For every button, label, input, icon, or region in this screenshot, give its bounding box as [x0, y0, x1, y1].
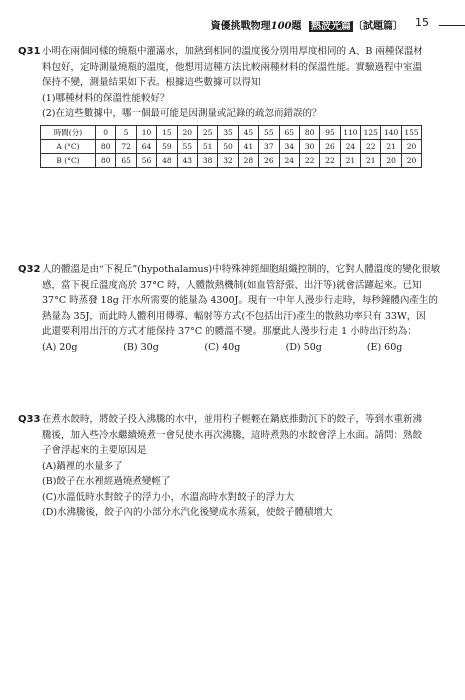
question-32	[18, 262, 448, 355]
table-cell: 28	[238, 153, 258, 167]
table-cell: 41	[238, 139, 258, 153]
table-cell: 50	[218, 139, 238, 153]
table-cell: B (°C)	[41, 153, 96, 167]
table-cell: 48	[157, 153, 177, 167]
table-cell: 65	[279, 125, 299, 139]
table-cell: 21	[381, 139, 401, 153]
table-cell: 64	[136, 139, 156, 153]
table-cell: 24	[279, 153, 299, 167]
table-cell: 22	[299, 153, 319, 167]
option-a: (A) 20g	[42, 341, 78, 353]
question-text-line: 在煮水餃時，將餃子投入沸騰的水中，並用杓子輕輕在鍋底推動沉下的餃子，等到水重新沸	[42, 414, 423, 425]
table-row	[41, 153, 422, 167]
question-text-line: (1)哪種材料的保溫性能較好？	[42, 92, 170, 104]
question-text-line: 騰後，加入些冷水繼續燒煮一會兒使水再次沸騰，這時煮熟的水餃會浮上水面。請問：熟餃	[42, 429, 423, 441]
option-c: (C) 40g	[204, 341, 241, 353]
table-cell: 80	[96, 139, 116, 153]
table-cell: 95	[320, 125, 340, 139]
page-header	[0, 14, 465, 36]
book-title	[211, 17, 403, 32]
question-text-line: (2)在這些數據中，哪一個最可能是因測量或記錄的疏忽而錯誤的？	[42, 108, 322, 119]
table-cell: 24	[340, 139, 360, 153]
table-cell: 80	[299, 125, 319, 139]
question-text-line: 料包好，定時測量燒瓶的溫度，他想用這種方法比較兩種材料的保溫性能。實驗過程中室溫	[42, 61, 423, 73]
table-cell: 時間(分)	[41, 125, 96, 139]
question-31	[18, 44, 448, 168]
table-cell: 43	[177, 153, 197, 167]
question-body	[42, 412, 448, 521]
table-cell: 0	[96, 125, 116, 139]
question-number: Q32	[18, 264, 41, 275]
book-title-text: 資優挑戰物理	[210, 21, 271, 32]
option-d: (D)水沸騰後，餃子內的小部分水汽化後變成水蒸氣，使餃子體積增大	[42, 507, 333, 518]
table-cell: 55	[177, 139, 197, 153]
table-cell: 51	[197, 139, 217, 153]
table-cell: 110	[340, 125, 360, 139]
option-c: (C)水溫低時水對餃子的浮力小，水溫高時水對餃子的浮力大	[42, 491, 295, 503]
question-body	[42, 44, 448, 122]
question-text-line: 保持不變，測量結果如下表。根據這些數據可以得知	[42, 77, 261, 88]
table-cell: 59	[157, 139, 177, 153]
table-cell: 155	[401, 125, 421, 139]
answer-options	[42, 340, 448, 356]
table-cell: 34	[279, 139, 299, 153]
question-text-line: 小明在兩個同樣的燒瓶中灌滿水，加熱到相同的溫度後分別用厚度相同的 A、B 兩種保溫材	[42, 46, 423, 57]
table-cell: 20	[177, 125, 197, 139]
header-rule	[439, 25, 465, 26]
table-cell: 26	[320, 139, 340, 153]
book-unit: 題	[291, 21, 302, 32]
table-cell: 22	[320, 153, 340, 167]
question-text-line: 37°C 時蒸發 18g 汗水所需要的能量為 4300J。現有一中年人漫步行走時，每秒鐘體內產生的	[42, 295, 438, 306]
question-number: Q33	[18, 414, 41, 425]
question-text-line: 人的體溫是由“下視丘”(hypothalamus)中特殊神經細胞組織控制的，它對人體溫度的變化很敏	[42, 264, 441, 275]
table-cell: 35	[218, 125, 238, 139]
table-cell: 20	[381, 153, 401, 167]
table-cell: 32	[218, 153, 238, 167]
question-text-line: 感，當下視丘溫度高於 37°C 時，人體散熱機制(如血管舒張、出汗等)就會活躍起來。已知	[42, 279, 422, 291]
table-cell: 38	[197, 153, 217, 167]
table-cell: 20	[401, 139, 421, 153]
option-b: (B)餃子在水裡經過燒煮變輕了	[42, 476, 171, 487]
question-number: Q31	[18, 46, 41, 57]
table-cell: 65	[116, 153, 136, 167]
page-number: 15	[415, 16, 429, 29]
option-d: (D) 50g	[285, 341, 322, 353]
book-number: 100	[270, 21, 292, 32]
section-label: 〔試題篇〕	[353, 21, 403, 32]
option-a: (A)鍋裡的水量多了	[42, 460, 123, 472]
temperature-table	[40, 125, 422, 168]
question-text-line: 此還要利用出汗的方式才能保持 37°C 的體溫不變。那麼此人漫步行走 1 小時出汗約為：	[42, 326, 417, 337]
table-header-row	[41, 125, 422, 139]
table-cell: 15	[157, 125, 177, 139]
table-cell: A (°C)	[41, 139, 96, 153]
table-row	[41, 139, 422, 153]
table-cell: 30	[299, 139, 319, 153]
table-cell: 45	[238, 125, 258, 139]
question-text-line: 子會浮起來的主要原因是	[42, 445, 147, 456]
question-33	[18, 412, 448, 521]
option-b: (B) 30g	[123, 341, 159, 353]
table-cell: 10	[136, 125, 156, 139]
table-cell: 21	[340, 153, 360, 167]
table-cell: 125	[361, 125, 381, 139]
table-cell: 20	[401, 153, 421, 167]
table-cell: 55	[259, 125, 279, 139]
table-cell: 56	[136, 153, 156, 167]
question-body	[42, 262, 448, 355]
question-text-line: 熱量為 35J，而此時人體利用傳導、輻射等方式(不包括出汗)產生的散熱功率只有 33W，因	[42, 310, 426, 322]
table-cell: 140	[381, 125, 401, 139]
option-e: (E) 60g	[366, 341, 403, 353]
table-cell: 72	[116, 139, 136, 153]
table-cell: 22	[361, 139, 381, 153]
table-cell: 37	[259, 139, 279, 153]
table-cell: 26	[259, 153, 279, 167]
table-cell: 5	[116, 125, 136, 139]
section-highlight: 熱波光篇	[311, 21, 351, 32]
table-cell: 21	[361, 153, 381, 167]
table-cell: 80	[96, 153, 116, 167]
table-cell: 25	[197, 125, 217, 139]
